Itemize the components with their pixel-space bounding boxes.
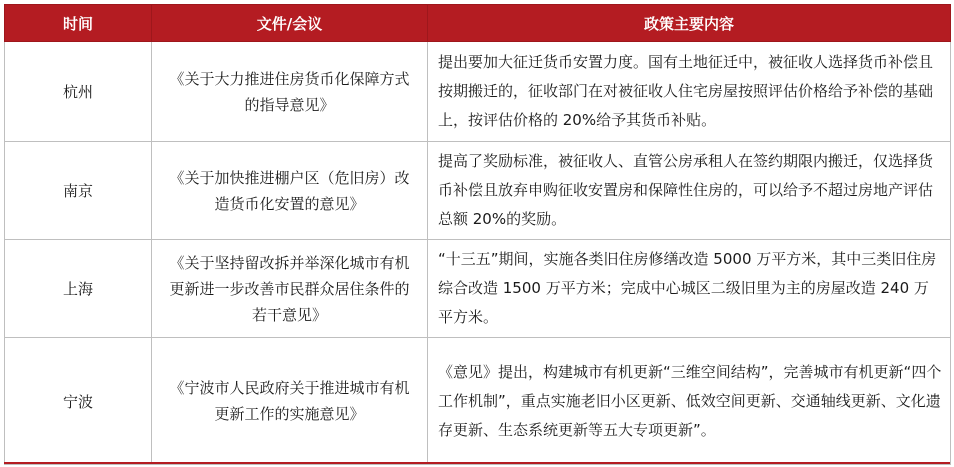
- table-row: [5, 142, 951, 240]
- document-cell: 《关于加快推进棚户区（危旧房）改造货币化安置的意见》: [152, 142, 428, 240]
- document-cell: 《关于大力推进住房货币化保障方式的指导意见》: [152, 42, 428, 142]
- table-row: [5, 338, 951, 465]
- policy-table: [4, 4, 951, 465]
- city-cell: 上海: [5, 240, 152, 338]
- document-cell: 《宁波市人民政府关于推进城市有机更新工作的实施意见》: [152, 338, 428, 465]
- table-bottom-rule: [4, 462, 950, 464]
- city-cell: 南京: [5, 142, 152, 240]
- city-cell: 杭州: [5, 42, 152, 142]
- content-cell: 《意见》提出，构建城市有机更新“三维空间结构”，完善城市有机更新“四个工作机制”，重点实施老旧小区更新、低效空间更新、交通轴线更新、文化遗存更新、生态系统更新等五大专项更新”。: [428, 338, 951, 465]
- header-content: 政策主要内容: [428, 5, 951, 42]
- content-cell: “十三五”期间，实施各类旧住房修缮改造 5000 万平方米，其中三类旧住房综合改造 1500 万平方米；完成中心城区二级旧里为主的房屋改造 240 万平方米。: [428, 240, 951, 338]
- document-cell: 《关于坚持留改拆并举深化城市有机更新进一步改善市民群众居住条件的若干意见》: [152, 240, 428, 338]
- content-cell: 提出要加大征迁货币安置力度。国有土地征迁中，被征收人选择货币补偿且按期搬迁的，征收部门在对被征收人住宅房屋按照评估价格给予补偿的基础上，按评估价格的 20%给予其货币补贴。: [428, 42, 951, 142]
- table-row: [5, 240, 951, 338]
- header-document: 文件/会议: [152, 5, 428, 42]
- policy-table-container: [4, 4, 950, 465]
- table-row: [5, 42, 951, 142]
- header-time: 时间: [5, 5, 152, 42]
- city-cell: 宁波: [5, 338, 152, 465]
- header-row: [5, 5, 951, 42]
- content-cell: 提高了奖励标准，被征收人、直管公房承租人在签约期限内搬迁，仅选择货币补偿且放弃申购征收安置房和保障性住房的，可以给予不超过房地产评估总额 20%的奖励。: [428, 142, 951, 240]
